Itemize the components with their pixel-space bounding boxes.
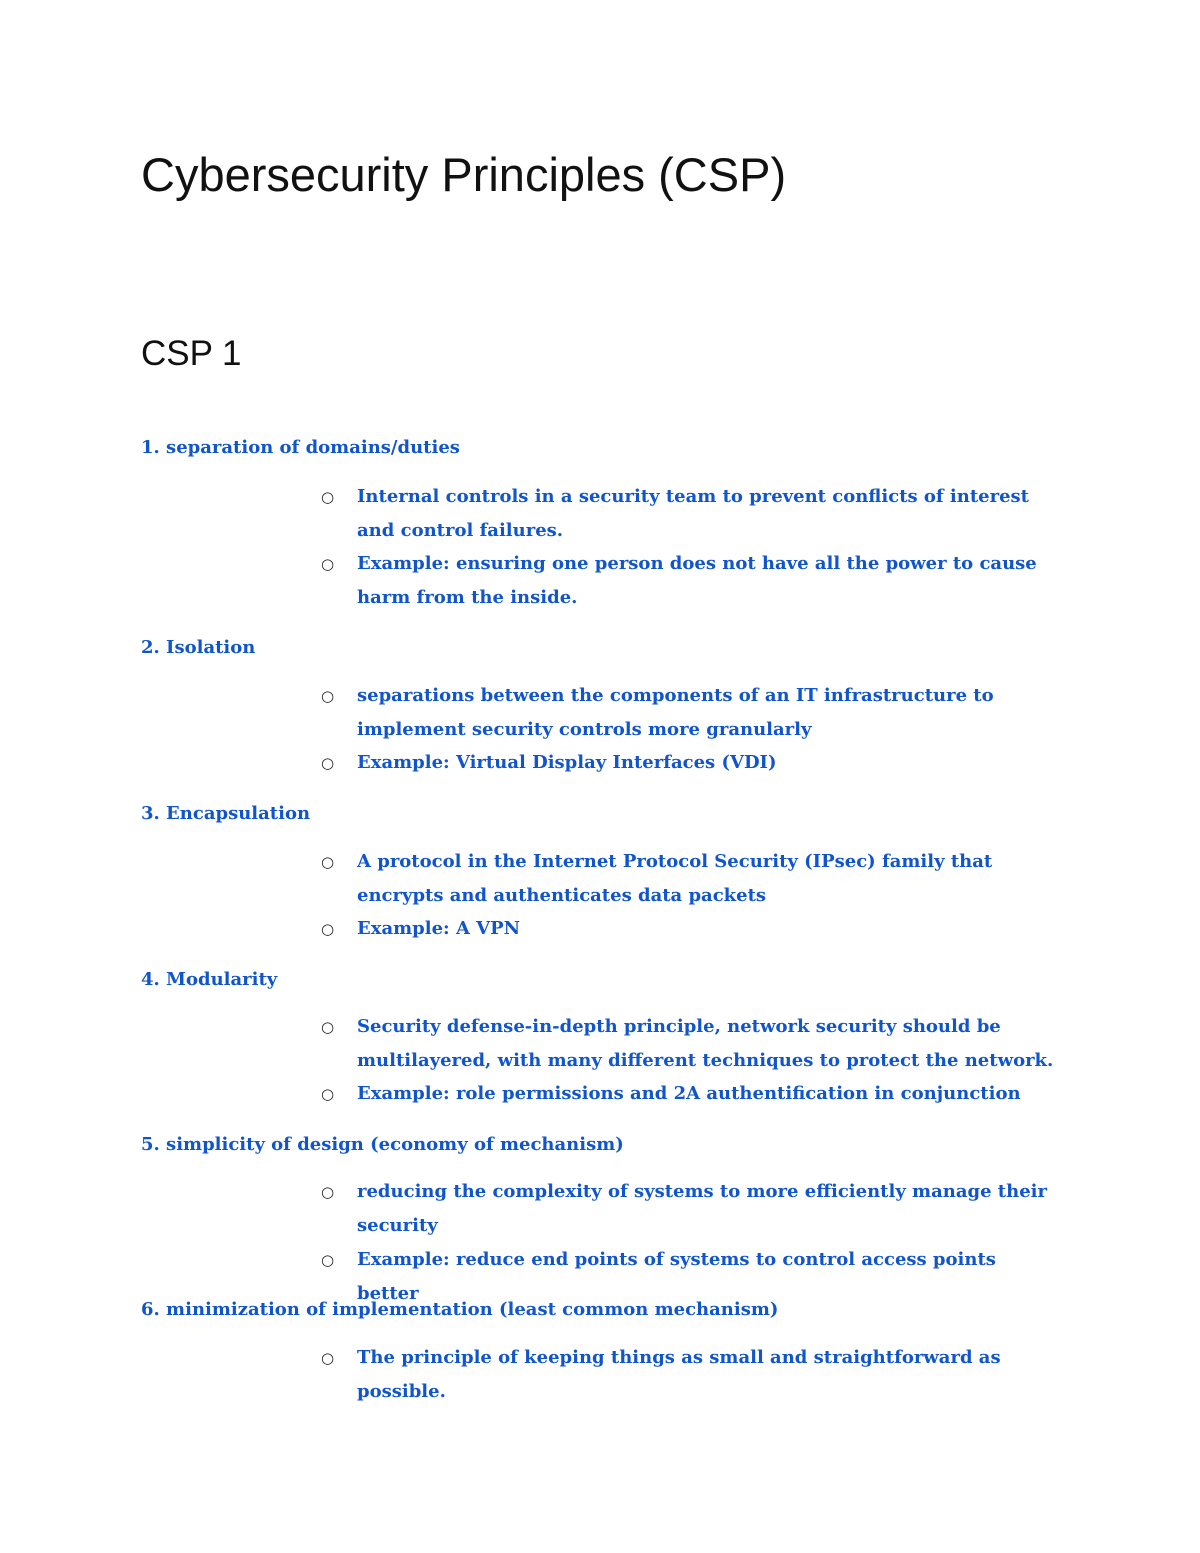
circle-bullet-icon: ○ [321,1251,335,1269]
circle-bullet-icon: ○ [321,1349,335,1367]
section-heading: CSP 1 [141,334,242,373]
bullet-text: Example: reduce end points of systems to control access points better [357,1249,996,1304]
principle-title-isolation: 2. Isolation [141,637,256,658]
bullet-text: Example: role permissions and 2A authentification in conjunction [357,1083,1021,1104]
bullet-text: Example: ensuring one person does not have all the power to cause harm from the inside. [357,553,1037,608]
bullet-text: Example: A VPN [357,918,521,939]
bullet-text: separations between the components of an IT infrastructure to implement security controls more granularly [357,685,994,740]
circle-bullet-icon: ○ [321,920,335,938]
circle-bullet-icon: ○ [321,1085,335,1103]
circle-bullet-icon: ○ [321,1018,335,1036]
circle-bullet-icon: ○ [321,488,335,506]
bullet-text: A protocol in the Internet Protocol Security (IPsec) family that encrypts and authenticates data packets [357,851,993,906]
circle-bullet-icon: ○ [321,754,335,772]
principle-title-encapsulation: 3. Encapsulation [141,803,311,824]
document-title: Cybersecurity Principles (CSP) [141,148,787,201]
bullet-text: The principle of keeping things as small and straightforward as possible. [357,1347,1001,1402]
bullet-text: Internal controls in a security team to prevent conflicts of interest and control failures. [357,486,1029,541]
bullet-text: Security defense-in-depth principle, network security should be multilayered, with many different techniques to protect the network. [357,1016,1054,1071]
principle-title-simplicity: 5. simplicity of design (economy of mechanism) [141,1134,624,1155]
principle-title-modularity: 4. Modularity [141,969,278,990]
bullet-text: Example: Virtual Display Interfaces (VDI) [357,752,777,773]
circle-bullet-icon: ○ [321,853,335,871]
circle-bullet-icon: ○ [321,555,335,573]
principle-title-minimization: 6. minimization of implementation (least common mechanism) [141,1299,779,1320]
circle-bullet-icon: ○ [321,687,335,705]
bullet-text: reducing the complexity of systems to more efficiently manage their security [357,1181,1047,1236]
circle-bullet-icon: ○ [321,1183,335,1201]
principle-title-separation: 1. separation of domains/duties [141,437,460,458]
